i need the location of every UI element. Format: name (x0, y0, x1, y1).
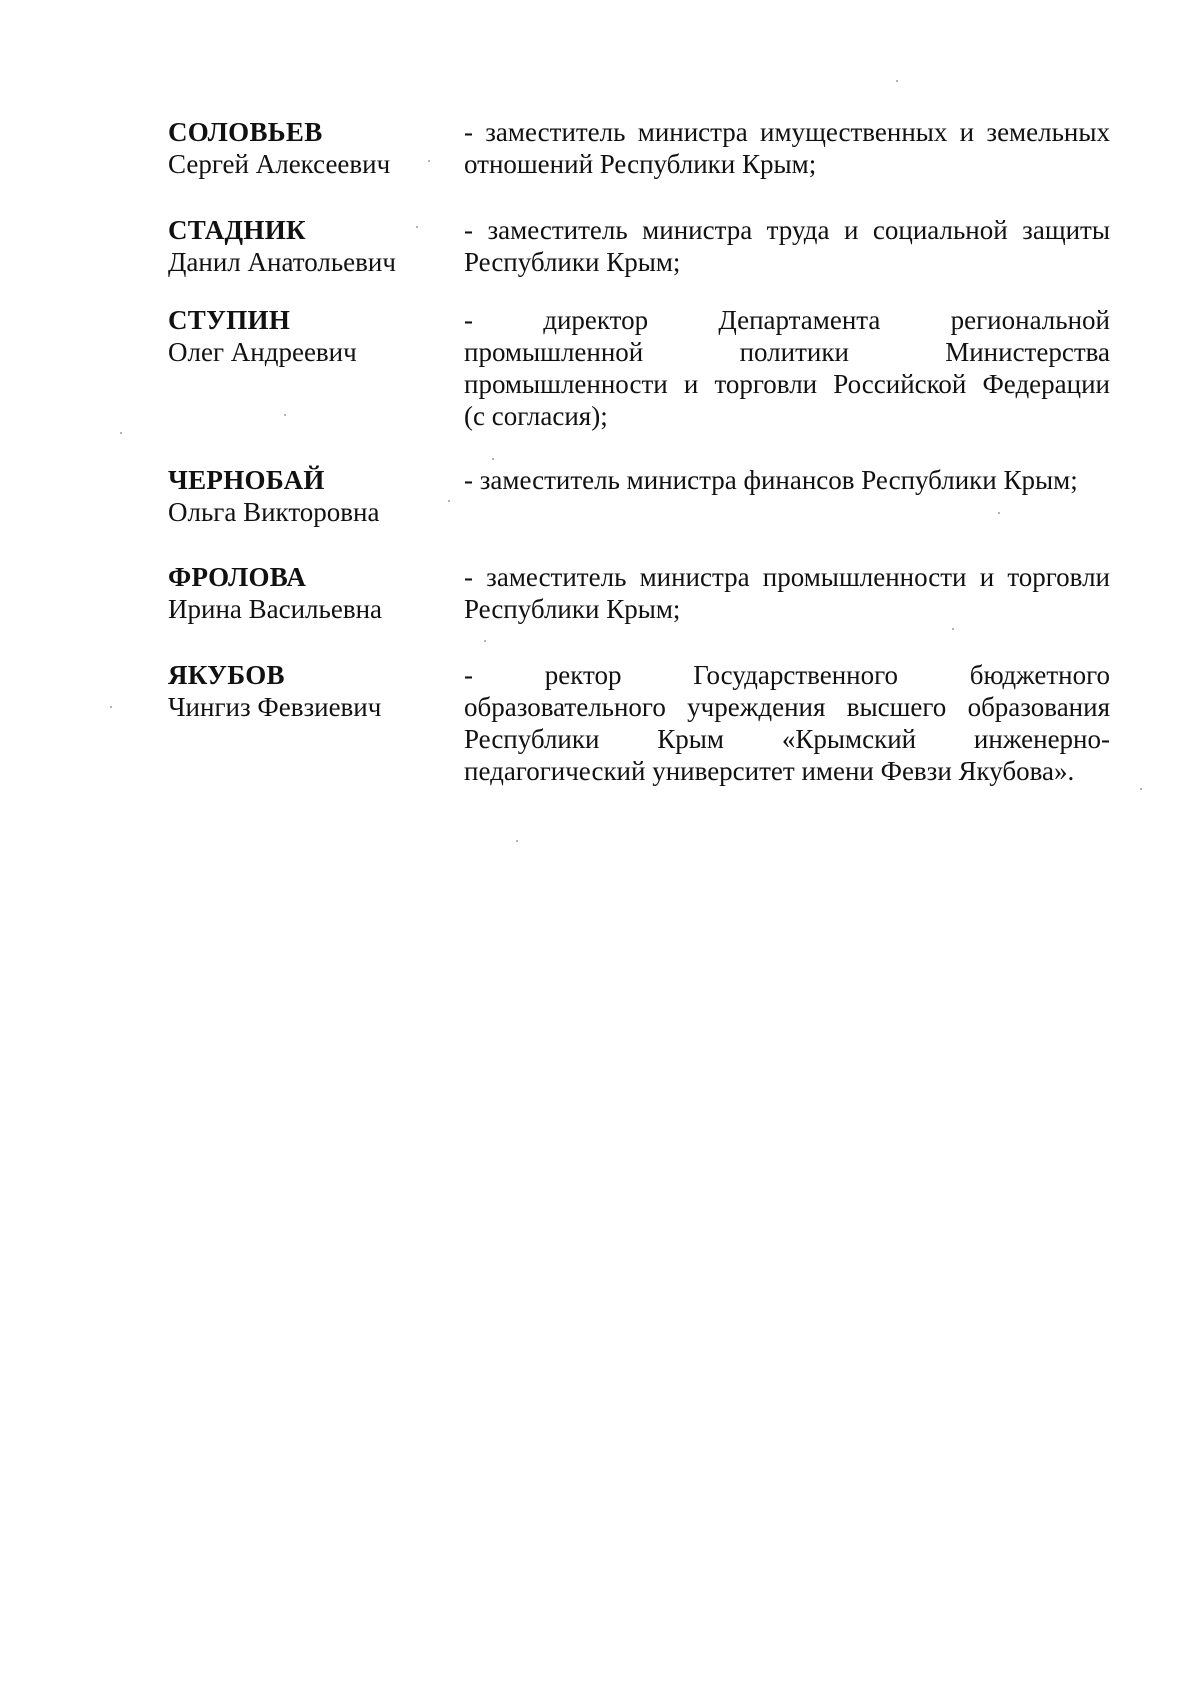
member-position (464, 116, 1110, 180)
scan-speck (284, 414, 286, 416)
scan-speck (110, 706, 112, 708)
member-entry-stupin (168, 304, 1118, 432)
member-given-name: Ирина Васильевна (168, 594, 383, 624)
member-entry-solovyev (168, 116, 1118, 180)
position-line: промышленности и торговли Российской Федерации (464, 369, 1110, 399)
scan-speck (484, 640, 486, 642)
scan-speck (492, 458, 494, 460)
scan-speck (448, 500, 450, 502)
member-entry-yakubov (168, 659, 1118, 787)
member-position (464, 561, 1110, 625)
position-line: - заместитель министра имущественных и земельных (464, 117, 1110, 147)
position-line: отношений Республики Крым; (464, 149, 817, 179)
member-position (464, 464, 1110, 496)
scan-speck (952, 628, 954, 630)
member-given-name: Чингиз Февзиевич (168, 692, 382, 722)
member-surname: ЯКУБОВ (168, 660, 285, 690)
scan-speck (120, 432, 122, 434)
position-line: образовательного учреждения высшего образования (464, 692, 1110, 722)
member-entry-frolova (168, 561, 1118, 625)
member-name (168, 116, 464, 180)
scan-speck (1140, 788, 1142, 790)
member-name (168, 304, 464, 368)
position-line: педагогический университет имени Февзи Якубова». (464, 756, 1075, 786)
position-line: - ректор Государственного бюджетного (464, 660, 1110, 690)
member-surname: ЧЕРНОБАЙ (168, 465, 325, 495)
member-surname: СТАДНИК (168, 215, 306, 245)
member-position (464, 304, 1110, 432)
position-line: промышленной политики Министерства (464, 337, 1110, 367)
scan-speck (428, 160, 430, 162)
scan-speck (416, 226, 418, 228)
scan-speck (516, 840, 518, 842)
member-given-name: Данил Анатольевич (168, 247, 396, 277)
position-line: Республики Крым; (464, 247, 681, 277)
member-given-name: Олег Андреевич (168, 337, 357, 367)
member-entry-stadnik (168, 214, 1118, 278)
member-surname: ФРОЛОВА (168, 562, 307, 592)
member-name (168, 464, 464, 528)
position-line: - директор Департамента региональной (464, 305, 1110, 335)
member-name (168, 214, 464, 278)
scan-speck (998, 512, 1000, 514)
member-position (464, 659, 1110, 787)
position-line: - заместитель министра промышленности и торговли (464, 562, 1110, 592)
member-name (168, 561, 464, 625)
member-surname: СОЛОВЬЕВ (168, 117, 323, 147)
member-position (464, 214, 1110, 278)
member-given-name: Сергей Алексеевич (168, 149, 391, 179)
position-line: - заместитель министра труда и социальной защиты (464, 215, 1110, 245)
scan-speck (896, 80, 898, 82)
member-entry-chernobay (168, 464, 1118, 528)
position-line: Республики Крым; (464, 594, 681, 624)
position-line: (с согласия); (464, 401, 608, 431)
member-name (168, 659, 464, 723)
member-surname: СТУПИН (168, 305, 291, 335)
position-line: - заместитель министра финансов Республики Крым; (464, 465, 1078, 495)
member-given-name: Ольга Викторовна (168, 497, 380, 527)
position-line: Республики Крым «Крымский инженерно- (464, 724, 1110, 754)
